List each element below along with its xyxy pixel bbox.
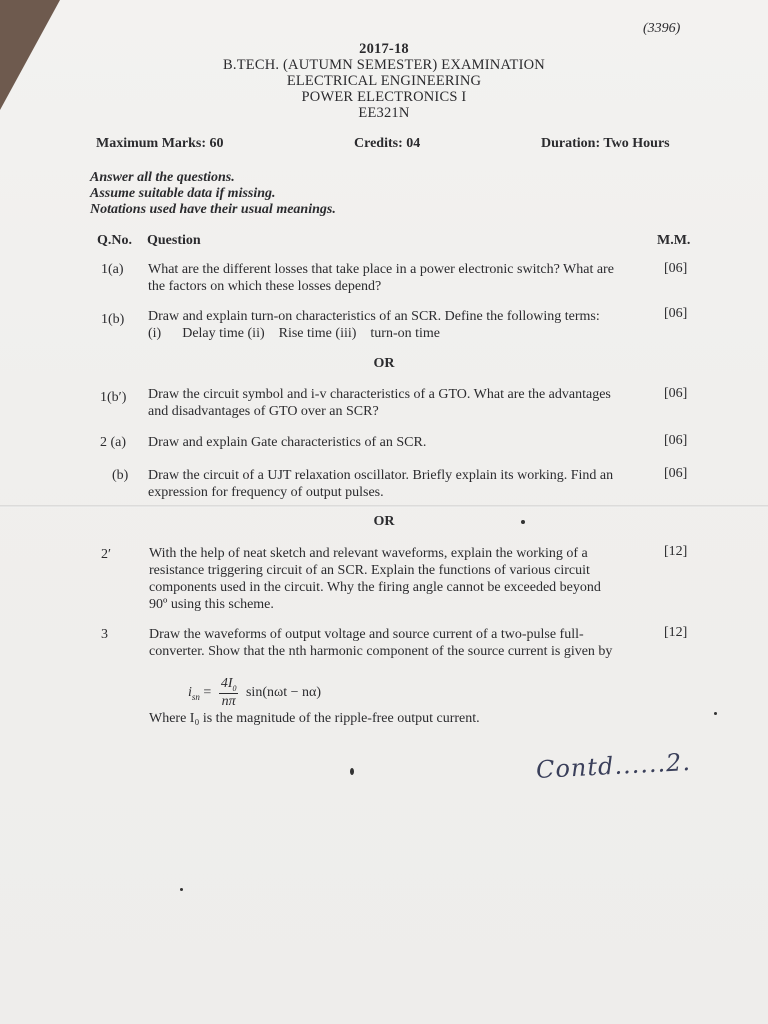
question-line: Draw the circuit symbol and i-v characteristics of a GTO. What are the advantages	[148, 387, 611, 402]
header-qno: Q.No.	[97, 233, 132, 248]
ink-speck	[521, 520, 525, 524]
question-line: Draw and explain Gate characteristics of an SCR.	[148, 435, 427, 450]
question-line: What are the different losses that take place in a power electronic switch? What are	[148, 262, 614, 277]
question-text	[148, 434, 648, 451]
question-line: 90º using this scheme.	[149, 597, 274, 612]
question-number: (b)	[112, 468, 129, 483]
harmonic-formula: $i_{sn}$ = $\frac{4I_0}{n\pi}$ sin(nωt − nα)	[188, 676, 321, 709]
question-number: 3	[101, 627, 108, 642]
formula-lhs-subscript: sn	[191, 691, 200, 702]
header-marks: M.M.	[657, 233, 691, 248]
question-text	[148, 386, 648, 420]
instruction-2: Assume suitable data if missing.	[90, 186, 276, 201]
duration: Duration: Two Hours	[541, 136, 670, 151]
question-marks: [12]	[664, 625, 688, 640]
handwritten-continued-note: Contd......2.	[535, 747, 692, 785]
credits: Credits: 04	[354, 136, 421, 151]
paper-fold-line	[0, 505, 768, 508]
question-number: 1(b′)	[100, 390, 127, 405]
question-number: 1(a)	[101, 262, 124, 277]
question-text	[148, 308, 648, 342]
formula-lhs: i	[188, 685, 192, 701]
question-text	[149, 626, 641, 660]
formula-where-note: Where I₀ is the magnitude of the ripple-free output current.	[149, 711, 480, 726]
question-line: converter. Show that the nth harmonic component of the source current is given by	[149, 644, 613, 659]
ink-speck	[180, 888, 183, 891]
department-title: ELECTRICAL ENGINEERING	[286, 73, 482, 89]
question-text	[148, 467, 648, 501]
question-marks: [06]	[664, 433, 688, 448]
question-number: 2 (a)	[100, 435, 127, 450]
question-number: 2′	[101, 547, 112, 562]
question-text	[148, 261, 648, 295]
session-year: 2017-18	[359, 41, 409, 57]
question-line: components used in the circuit. Why the firing angle cannot be exceeded beyond	[149, 580, 601, 595]
question-line: With the help of neat sketch and relevant waveforms, explain the working of a	[149, 546, 588, 561]
paper-code: (3396)	[643, 21, 681, 36]
or-separator: OR	[373, 356, 395, 371]
numerator-text: 4I	[220, 676, 233, 691]
course-code: EE321N	[358, 105, 410, 121]
question-line: Draw the waveforms of output voltage and source current of a two-pulse full-	[149, 627, 584, 642]
formula-rhs: sin(nωt − nα)	[245, 685, 321, 701]
question-line: expression for frequency of output pulses.	[148, 485, 384, 500]
question-line: and disadvantages of GTO over an SCR?	[148, 404, 379, 419]
question-number: 1(b)	[101, 312, 125, 327]
or-separator: OR	[373, 514, 395, 529]
instruction-3: Notations used have their usual meanings.	[90, 202, 336, 217]
question-line: resistance triggering circuit of an SCR. Explain the functions of various circuit	[149, 563, 590, 578]
question-marks: [12]	[664, 544, 688, 559]
ink-speck	[714, 712, 717, 715]
subject-title: POWER ELECTRONICS I	[301, 89, 467, 105]
numerator-subscript: 0	[232, 683, 237, 693]
question-marks: [06]	[664, 261, 688, 276]
header-question: Question	[147, 233, 201, 248]
formula-numerator	[219, 676, 239, 694]
question-line: Draw and explain turn-on characteristics of an SCR. Define the following terms:	[148, 309, 600, 324]
max-marks: Maximum Marks: 60	[96, 136, 224, 151]
question-marks: [06]	[664, 306, 688, 321]
question-line: Draw the circuit of a UJT relaxation oscillator. Briefly explain its working. Find an	[148, 468, 614, 483]
question-text	[149, 545, 641, 613]
formula-denominator: nπ	[221, 693, 236, 709]
formula-fraction	[219, 676, 239, 710]
question-line: (i) Delay time (ii) Rise time (iii) turn-on time	[148, 326, 440, 341]
question-marks: [06]	[664, 466, 688, 481]
question-line: the factors on which these losses depend?	[148, 279, 382, 294]
question-marks: [06]	[664, 386, 688, 401]
ink-speck	[350, 768, 354, 775]
instruction-1: Answer all the questions.	[90, 170, 235, 185]
exam-title: B.TECH. (AUTUMN SEMESTER) EXAMINATION	[223, 57, 545, 73]
